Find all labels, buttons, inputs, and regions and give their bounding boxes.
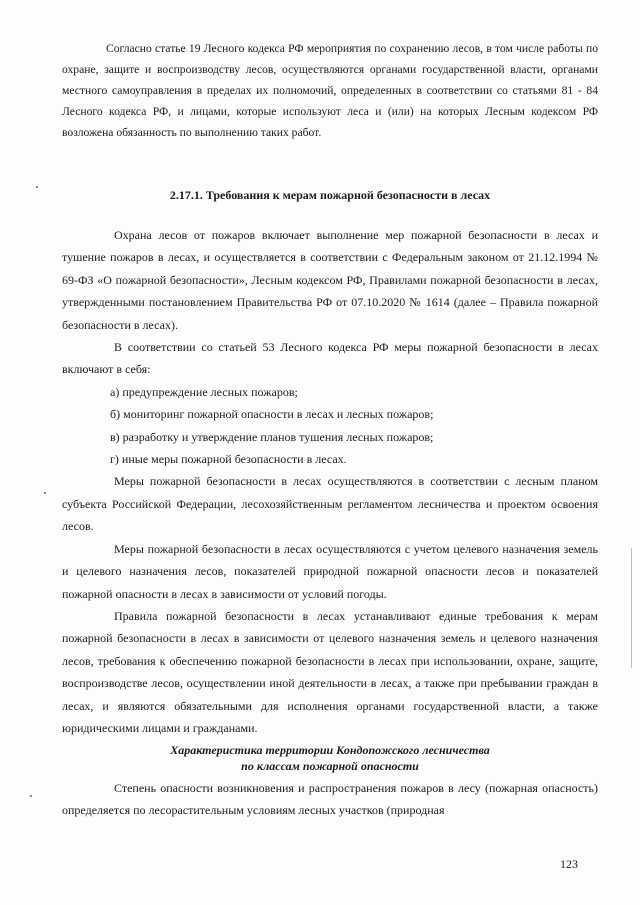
intro-section bbox=[62, 38, 598, 143]
scan-speck bbox=[44, 492, 46, 494]
intro-paragraph: Согласно статье 19 Лесного кодекса РФ мероприятия по сохранению лесов, в том числе работы по охране, защите и воспроизводству лесов, осуществляются органами государственной власти, органами местного самоуправления в пределах их полномочий, определенных в соответствии со статьями 81 - 84 Лесного кодекса РФ, и лицами, которые используют леса и (или) на которых Лесным кодексом РФ возложена обязанность по выполнению таких работ. bbox=[62, 42, 598, 139]
page-number: 123 bbox=[560, 857, 578, 871]
paragraph: Меры пожарной безопасности в лесах осуществляются с учетом целевого назначения земель и целевого назначения лесов, показателей природной пожарной опасности лесов и показателей пожарной опасности в лесах в зависимости от условий погоды. bbox=[62, 541, 598, 601]
paragraph: Степень опасности возникновения и распространения пожаров в лесу (пожарная опасность) определяется по лесорастительным условиям лесных участков (природная bbox=[62, 781, 598, 818]
list-item: а) предупреждение лесных пожаров; bbox=[110, 384, 298, 399]
subsection-heading bbox=[62, 742, 598, 774]
scan-speck bbox=[36, 186, 38, 188]
paragraph: Правила пожарной безопасности в лесах устанавливают единые требования к мерам пожарной безопасности в лесах в зависимости от целевого назначения земель и целевого назначения лесов, требования к обеспечению пожарной безопасности в лесах при использовании, охране, защите, воспроизводстве лесов, осуществлении иной деятельности в лесах, а также при пребывании граждан в лесах, и являются обязательными для исполнения органами государственной власти, а также юридическими лицами и гражданами. bbox=[62, 608, 598, 735]
list-item: г) иные меры пожарной безопасности в лесах. bbox=[110, 452, 347, 467]
scan-margin-line bbox=[631, 548, 632, 668]
subsection-heading-line: Характеристика территории Кондопожского лесничества bbox=[170, 743, 490, 757]
fire-class-section bbox=[62, 777, 598, 822]
paragraph: В соответствии со статьей 53 Лесного кодекса РФ меры пожарной безопасности в лесах включают в себя: bbox=[62, 340, 598, 377]
paragraph: Охрана лесов от пожаров включает выполнение мер пожарной безопасности в лесах и тушение пожаров в лесах, и осуществляется в соответствии с Федеральным законом от 21.12.1994 № 69-ФЗ «О пожарной безопасности», Лесным кодексом РФ, Правилами пожарной безопасности в лесах, утвержденными постановлением Правительства РФ от 07.10.2020 № 1614 (далее – Правила пожарной безопасности в лесах). bbox=[62, 228, 598, 332]
section-heading: 2.17.1. Требования к мерам пожарной безопасности в лесах bbox=[169, 188, 491, 202]
list-item: б) мониторинг пожарной опасности в лесах и лесных пожаров; bbox=[110, 407, 434, 422]
subsection-heading-line: по классам пожарной опасности bbox=[241, 759, 419, 773]
scan-speck bbox=[30, 795, 32, 797]
fire-safety-section bbox=[62, 224, 598, 739]
paragraph: Меры пожарной безопасности в лесах осуществляются в соответствии с лесным планом субъекта Российской Федерации, лесохозяйственным регламентом лесничества и проектом освоения лесов. bbox=[62, 474, 598, 534]
list-item: в) разработку и утверждение планов тушения лесных пожаров; bbox=[110, 429, 434, 444]
